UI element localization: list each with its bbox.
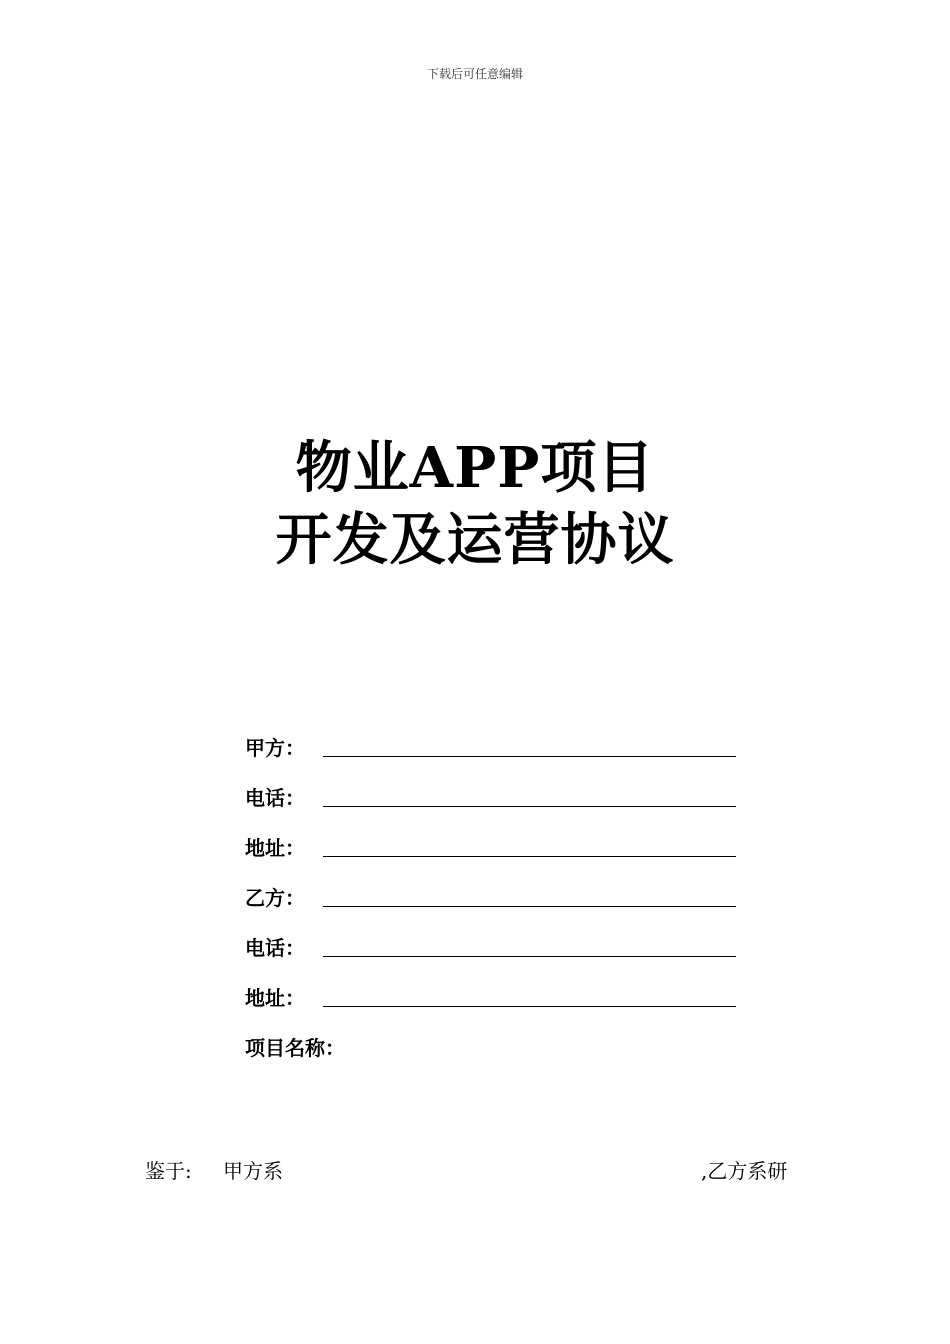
party-a-blank[interactable] — [323, 756, 736, 757]
title-line-1: 物业APP项目 — [295, 435, 655, 501]
party-b-description: ,乙方系研 — [701, 1159, 788, 1183]
party-b-label: 乙方： — [245, 886, 305, 910]
party-a-phone-label: 电话： — [245, 786, 305, 810]
form-row-party-b — [245, 882, 740, 932]
document-title — [0, 432, 950, 576]
party-a-description: 甲方系 — [223, 1159, 283, 1183]
party-a-address-blank[interactable] — [323, 856, 736, 857]
preamble-paragraph — [145, 1156, 805, 1188]
form-row-party-a-address — [245, 832, 740, 882]
page-header-note: 下载后可任意编辑 — [426, 67, 523, 81]
project-name-label: 项目名称： — [245, 1036, 345, 1060]
party-a-label: 甲方： — [245, 736, 305, 760]
title-line-2: 开发及运营协议 — [275, 507, 675, 573]
party-b-address-blank[interactable] — [323, 1006, 736, 1007]
form-row-party-a-phone — [245, 782, 740, 832]
party-info-form — [245, 732, 740, 1082]
party-a-address-label: 地址： — [245, 836, 305, 860]
whereas-label: 鉴于: — [145, 1159, 192, 1183]
party-b-phone-blank[interactable] — [323, 956, 736, 957]
form-row-project-name — [245, 1032, 740, 1082]
party-b-phone-label: 电话： — [245, 936, 305, 960]
party-b-address-label: 地址： — [245, 986, 305, 1010]
form-row-party-a — [245, 732, 740, 782]
form-row-party-b-address — [245, 982, 740, 1032]
party-a-phone-blank[interactable] — [323, 806, 736, 807]
form-row-party-b-phone — [245, 932, 740, 982]
party-b-blank[interactable] — [323, 906, 736, 907]
